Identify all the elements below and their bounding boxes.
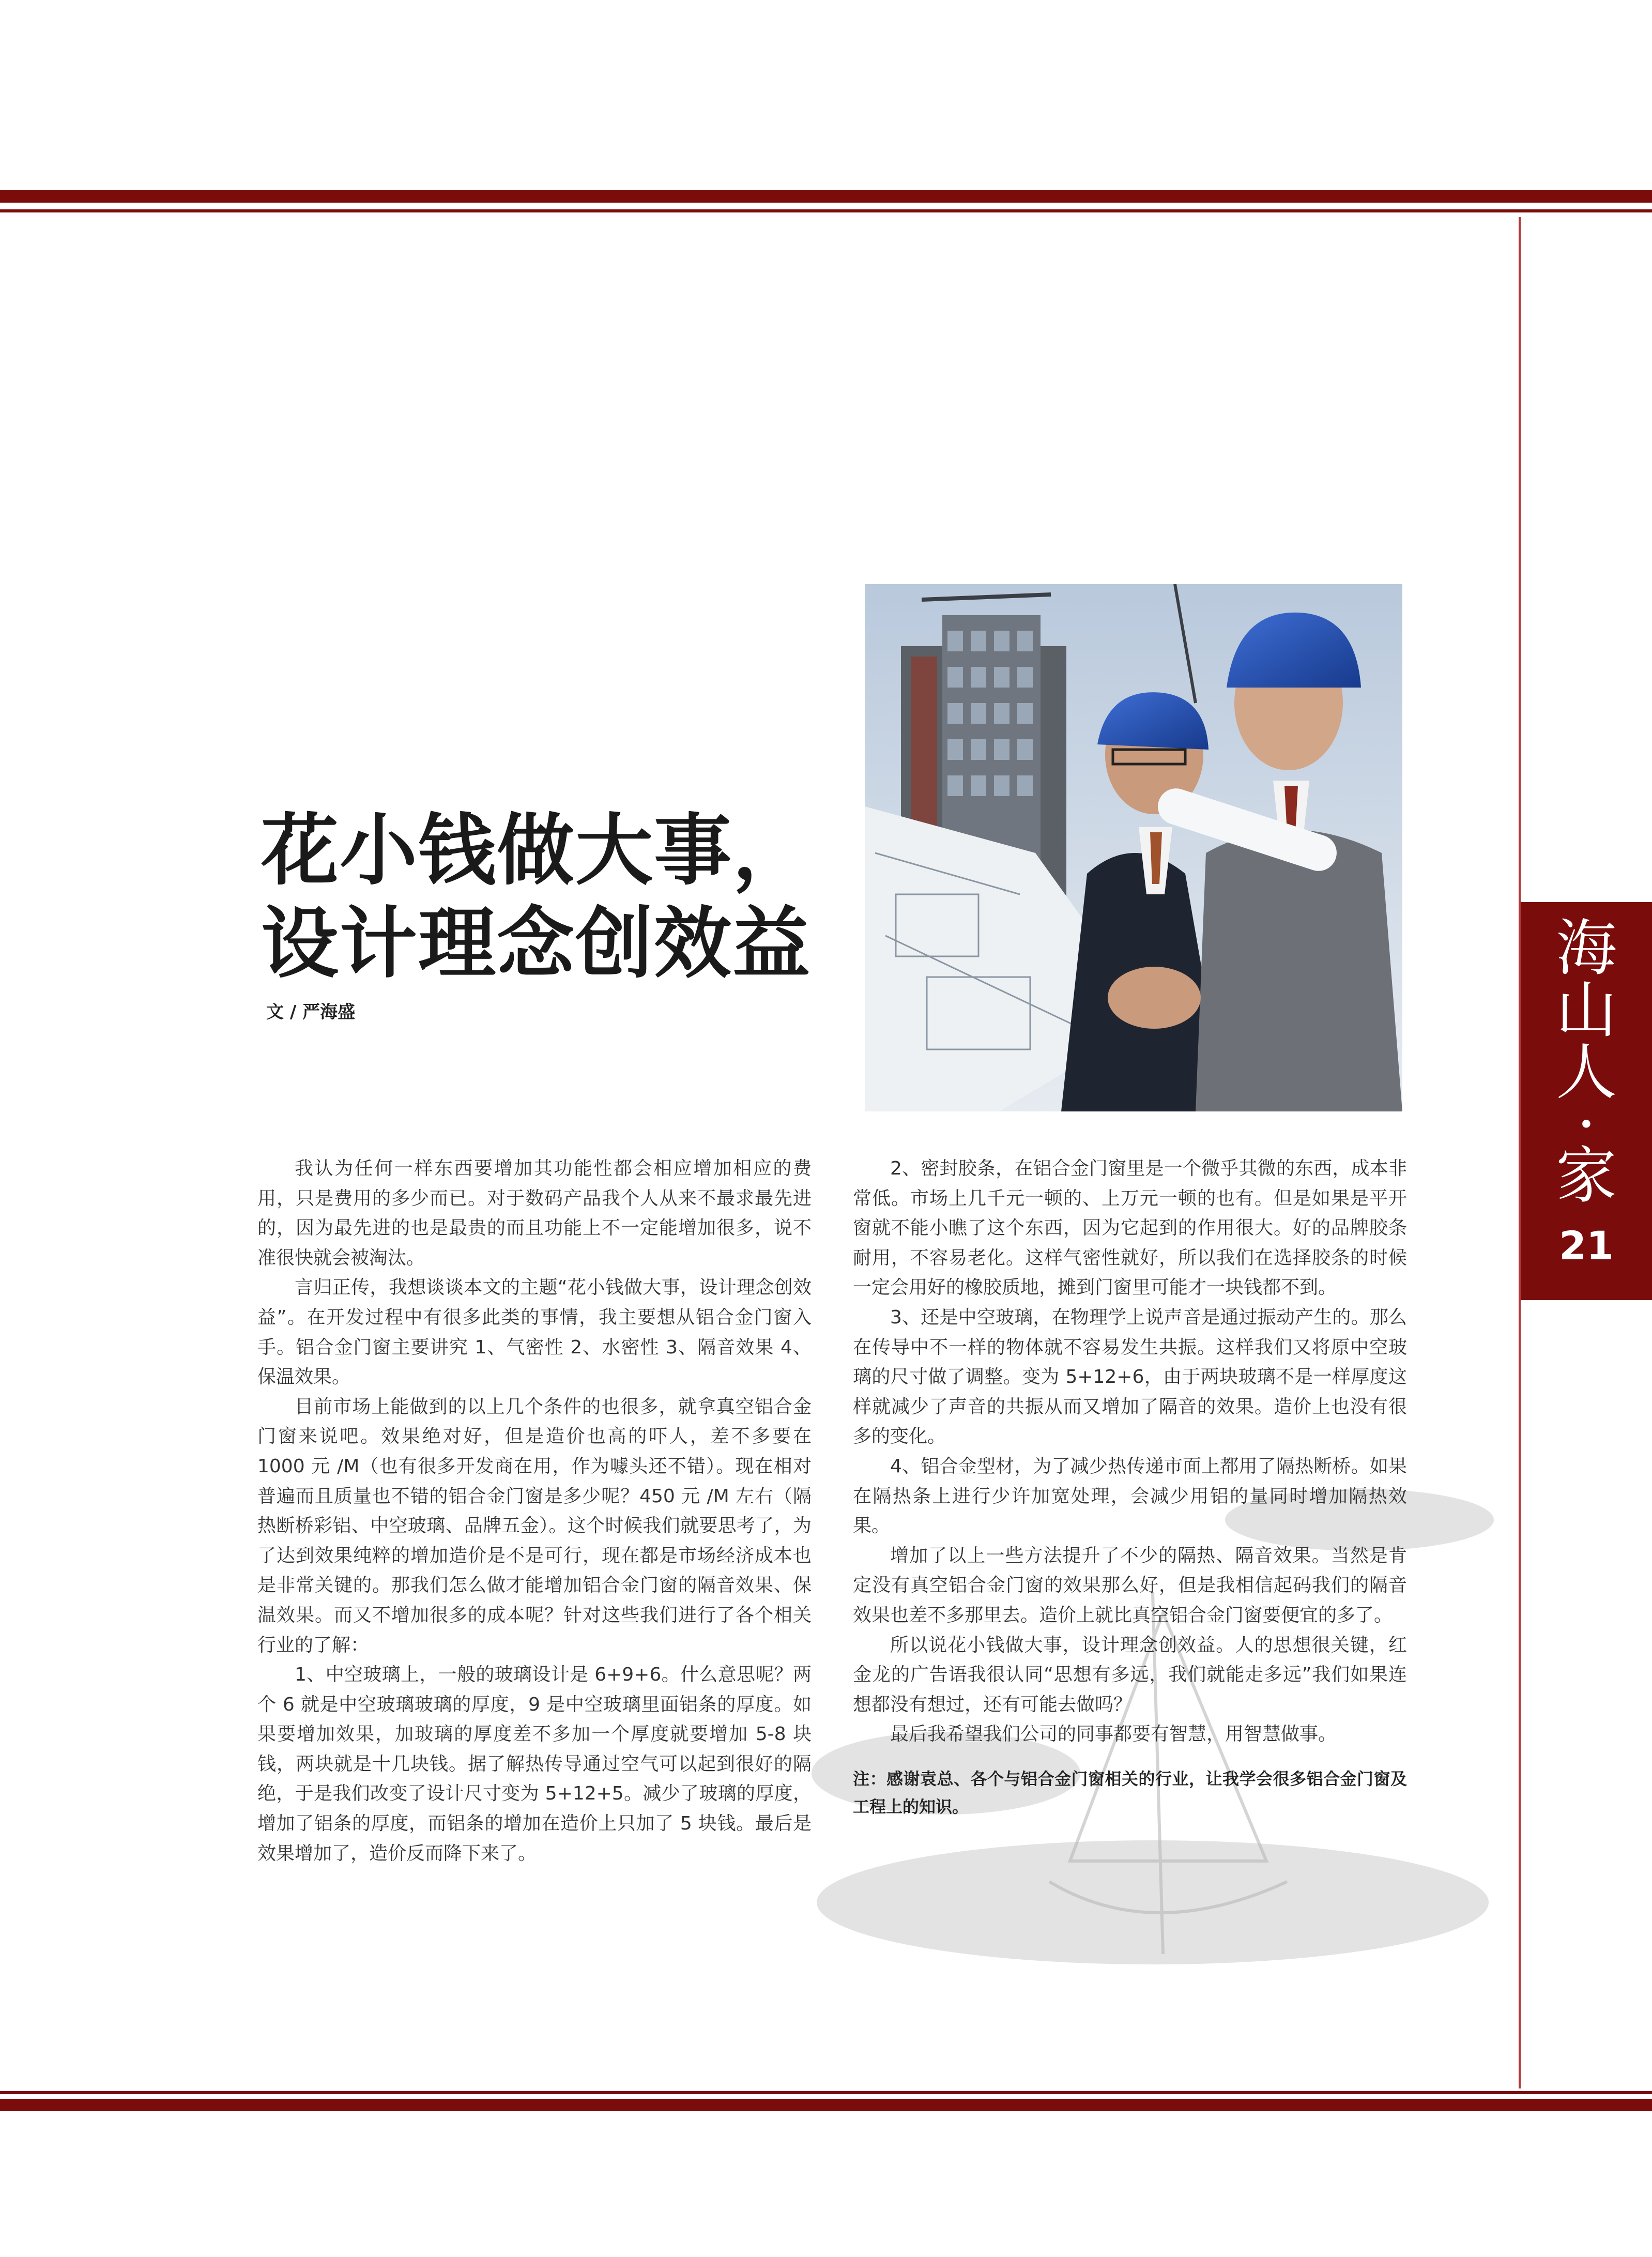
top-rule-thin bbox=[0, 209, 1652, 212]
engineers-photo bbox=[865, 584, 1402, 1111]
top-rule-thick bbox=[0, 190, 1652, 203]
body-paragraph: 增加了以上一些方法提升了不少的隔热、隔音效果。当然是肯定没有真空铝合金门窗的效果那么好，但是我相信起码我们的隔音效果也差不多那里去。造价上就比真空铝合金门窗要便宜的多了。 bbox=[853, 1545, 1407, 1626]
title-line-1: 花小钱做大事， bbox=[261, 805, 812, 896]
bottom-rule-thick bbox=[0, 2099, 1652, 2111]
text-column-right bbox=[853, 1154, 1407, 1821]
bottom-rule-thin bbox=[0, 2091, 1652, 2094]
body-paragraph: 4、铝合金型材，为了减少热传递市面上都用了隔热断桥。如果在隔热条上进行少许加宽处理，会减少用铝的量同时增加隔热效果。 bbox=[853, 1455, 1407, 1537]
section-title-char: 山 bbox=[1555, 974, 1617, 1046]
body-paragraph: 3、还是中空玻璃，在物理学上说声音是通过振动产生的。那么在传导中不一样的物体就不容易发生共振。这样我们又将原中空玻璃的尺寸做了调整。变为 5+12+6，由于两块玻璃不是一样厚度这样就减少了声音的共振从而又增加了隔音的效果。造价上也没有很多的变化。 bbox=[853, 1306, 1407, 1447]
page-number: 21 bbox=[1559, 1223, 1614, 1269]
section-title-char: 海 bbox=[1555, 912, 1617, 984]
body-paragraph: 1、中空玻璃上，一般的玻璃设计是 6+9+6。什么意思呢？两个 6 就是中空玻璃玻璃的厚度，9 是中空玻璃里面铝条的厚度。如果要增加效果，加玻璃的厚度差不多加一个厚度就要增加 5-8 块钱，两块就是十几块钱。据了解热传导通过空气可以起到很好的隔绝，于是我们改变了设计尺寸变为 5+12+5。减少了玻璃的厚度，增加了铝条的厚度，而铝条的增加在造价上只加了 5 块钱。最后是效果增加了，造价反而降下来了。 bbox=[257, 1664, 812, 1864]
title-line-2: 设计理念创效益 bbox=[261, 898, 812, 989]
body-paragraph: 最后我希望我们公司的同事都要有智慧，用智慧做事。 bbox=[890, 1724, 1337, 1745]
article-title bbox=[261, 804, 892, 990]
body-paragraph: 我认为任何一样东西要增加其功能性都会相应增加相应的费用，只是费用的多少而已。对于数码产品我个人从来不最求最先进的，因为最先进的也是最贵的而且功能上不一定能增加很多，说不准很快就会被淘汰。 bbox=[257, 1158, 812, 1269]
body-paragraph: 言归正传，我想谈谈本文的主题“花小钱做大事，设计理念创效益”。在开发过程中有很多此类的事情，我主要想从铝合金门窗入手。铝合金门窗主要讲究 1、气密性 2、水密性 3、隔音效果 4、保温效果。 bbox=[257, 1277, 812, 1388]
article-note: 注：感谢袁总、各个与铝合金门窗相关的行业，让我学会很多铝合金门窗及工程上的知识。 bbox=[853, 1768, 1407, 1817]
body-paragraph: 目前市场上能做到的以上几个条件的也很多，就拿真空铝合金门窗来说吧。效果绝对好，但是造价也高的吓人，差不多要在 1000 元 /M（也有很多开发商在用，作为噱头还不错）。现在相对普遍而且质量也不错的铝合金门窗是多少呢？450 元 /M 左右（隔热断桥彩铝、中空玻璃、品牌五金）。这个时候我们就要思考了，为了达到效果纯粹的增加造价是不是可行，现在都是市场经济成本也是非常关键的。那我们怎么做才能增加铝合金门窗的隔音效果、保温效果。而又不增加很多的成本呢？针对这些我们进行了各个相关行业的了解： bbox=[257, 1396, 812, 1656]
section-title-char: 家 bbox=[1555, 1140, 1617, 1211]
body-paragraph: 2、密封胶条，在铝合金门窗里是一个微乎其微的东西，成本非常低。市场上几千元一顿的、上万元一顿的也有。但是如果是平开窗就不能小瞧了这个东西，因为它起到的作用很大。好的品牌胶条耐用，不容易老化。这样气密性就好，所以我们在选择胶条的时候一定会用好的橡胶质地，摊到门窗里可能才一块钱都不到。 bbox=[853, 1158, 1407, 1299]
section-tab bbox=[1521, 902, 1652, 1300]
body-paragraph: 所以说花小钱做大事，设计理念创效益。人的思想很关键，红金龙的广告语我很认同“思想有多远，我们就能走多远”我们如果连想都没有想过，还有可能去做吗？ bbox=[853, 1634, 1407, 1715]
text-column-left bbox=[257, 1154, 812, 1868]
section-title-char: 人 bbox=[1555, 1036, 1617, 1108]
article-author: 文 / 严海盛 bbox=[266, 1002, 356, 1023]
section-title-char: · bbox=[1577, 1088, 1596, 1160]
